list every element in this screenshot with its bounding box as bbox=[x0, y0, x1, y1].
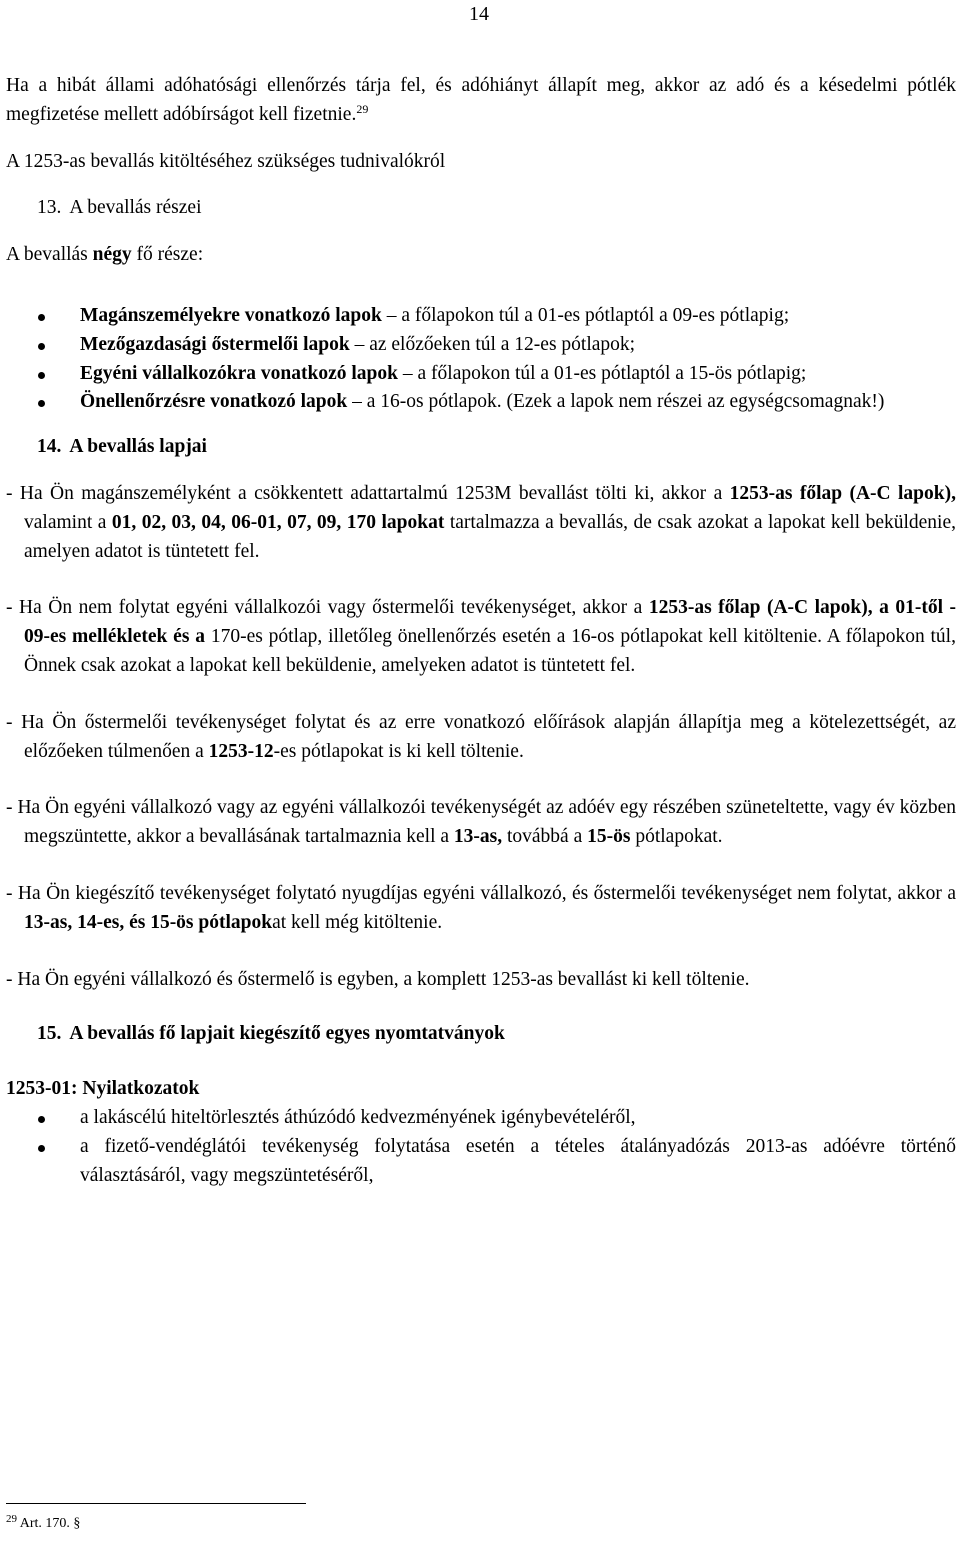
footnote bbox=[6, 1514, 80, 1534]
bold-text: 13-as, 14-es, és 15-ös pótlapok bbox=[24, 911, 273, 933]
section-number: 13. bbox=[37, 197, 62, 219]
section-title: A bevallás lapjai bbox=[69, 436, 207, 458]
text: - Ha Ön őstermelői tevékenységet folytat és az erre vonatkozó előírások alapján állapítja meg a kötelezettségét, az előzőeken túlmenően a bbox=[6, 711, 956, 762]
lead-bold: négy bbox=[92, 244, 132, 266]
text: - Ha Ön nem folytat egyéni vállalkozói vagy őstermelői tevékenységet, akkor a bbox=[6, 597, 649, 619]
paragraph-no-business bbox=[6, 594, 956, 680]
text: -es pótlapokat is ki kell töltenie. bbox=[273, 740, 524, 762]
section-title: A bevallás fő lapjait kiegészítő egyes nyomtatványok bbox=[69, 1023, 505, 1045]
page-number: 14 bbox=[469, 3, 489, 25]
bold-text: 13-as, bbox=[453, 826, 503, 848]
form-01-list bbox=[6, 1104, 956, 1190]
section-13-heading bbox=[37, 194, 956, 223]
text: 170-es pótlap, illetőleg önellenőrzés esetén a 16-os pótlapokat kell kitöltenie. A főlapokon túl, Önnek csak azokat a lapokat kell beküldenie, amelyeken adatot is tüntetett fel. bbox=[24, 626, 956, 676]
list-item bbox=[6, 331, 956, 360]
footnote-number: 29 bbox=[6, 1513, 17, 1525]
list-item bbox=[6, 388, 956, 417]
section-number: 14. bbox=[37, 436, 62, 458]
list-item: a fizető-vendéglátói tevékenység folytatása esetén a tételes átalányadózás 2013-as adóévre történő választásáról, vagy megszüntetéséről, bbox=[6, 1133, 956, 1191]
paragraph-1m-return bbox=[6, 480, 956, 566]
text: - Ha Ön kiegészítő tevékenységet folytató nyugdíjas egyéni vállalkozó, és őstermelői tevékenységet nem folytat, akkor a bbox=[6, 882, 956, 904]
section-title: A bevallás részei bbox=[69, 197, 202, 219]
paragraph-farmer bbox=[6, 709, 956, 767]
bold-text: 01, 02, 03, 04, 06-01, 07, 09, 170 lapokat bbox=[111, 511, 445, 533]
item-text: – a főlapokon túl a 01-es pótlaptól a 09-es pótlapig; bbox=[381, 304, 790, 326]
bold-text: 15-ös bbox=[587, 826, 631, 848]
section-13-lead bbox=[6, 241, 956, 270]
paragraph-sole-trader bbox=[6, 794, 956, 852]
text: továbbá a bbox=[502, 826, 588, 848]
item-text: – az előzőeken túl a 12-es pótlapok; bbox=[349, 333, 636, 355]
section-13-list bbox=[6, 302, 956, 417]
bold-text: 1253-12 bbox=[208, 740, 274, 762]
item-title: Mezőgazdasági őstermelői lapok bbox=[80, 333, 350, 355]
footnote-ref[interactable]: 29 bbox=[356, 101, 369, 116]
paragraph-both: - Ha Ön egyéni vállalkozó és őstermelő is egyben, a komplett 1253-as bevallást ki kell töltenie. bbox=[6, 968, 750, 990]
bold-text: 1253-as főlap (A-C lapok), a 01-től - 09-es mellékletek és a bbox=[24, 597, 957, 648]
text: - Ha Ön magánszemélyként a csökkentett adattartalmú 1253M bevallást tölti ki, akkor a bbox=[6, 482, 730, 504]
footnote-text: Art. 170. § bbox=[19, 1516, 81, 1531]
item-title: Magánszemélyekre vonatkozó lapok bbox=[80, 304, 382, 326]
text: valamint a bbox=[24, 511, 112, 533]
section-number: 15. bbox=[37, 1023, 62, 1045]
document-body bbox=[6, 72, 956, 1206]
text: - Ha Ön egyéni vállalkozó vagy az egyéni vállalkozói tevékenységét az adóév egy részében szüneteltette, vagy év közben megszüntette, akkor a bevallásának tartalmaznia kell a bbox=[6, 797, 956, 848]
main-heading: A 1253-as bevallás kitöltéséhez szükséges tudnivalókról bbox=[6, 150, 446, 172]
text: at kell még kitöltenie. bbox=[272, 911, 443, 933]
item-text: – a 16-os pótlapok. (Ezek a lapok nem részei az egységcsomagnak!) bbox=[347, 391, 885, 413]
item-title: Önellenőrzésre vonatkozó lapok bbox=[80, 391, 348, 413]
item-title: Egyéni vállalkozókra vonatkozó lapok bbox=[80, 362, 398, 384]
section-14-heading bbox=[37, 433, 956, 462]
text: pótlapokat. bbox=[630, 826, 723, 848]
lead-text: A bevallás bbox=[6, 244, 93, 266]
paragraph-pensioner bbox=[6, 880, 956, 938]
list-item bbox=[6, 302, 956, 331]
bold-text: 1253-as főlap (A-C lapok), bbox=[729, 482, 956, 504]
list-item: a lakáscélú hiteltörlesztés áthúzódó kedvezményének igénybevételéről, bbox=[6, 1104, 956, 1133]
lead-text: fő része: bbox=[131, 244, 204, 266]
form-01-title: 1253-01: Nyilatkozatok bbox=[6, 1078, 200, 1100]
footnote-separator bbox=[6, 1503, 306, 1504]
section-15-heading bbox=[37, 1020, 956, 1049]
intro-text: Ha a hibát állami adóhatósági ellenőrzés tárja fel, és adóhiányt állapít meg, akkor az adó és a késedelmi pótlék megfizetése mellett adóbírságot kell fizetnie. bbox=[6, 75, 956, 125]
list-item bbox=[6, 360, 956, 389]
item-text: – a főlapokon túl a 01-es pótlaptól a 15-ös pótlapig; bbox=[398, 362, 807, 384]
intro-paragraph bbox=[6, 72, 956, 130]
text: tartalmazza a bevallás, de csak azokat a lapokat kell beküldenie, amelyen adatot is tüntetett fel. bbox=[24, 511, 957, 562]
